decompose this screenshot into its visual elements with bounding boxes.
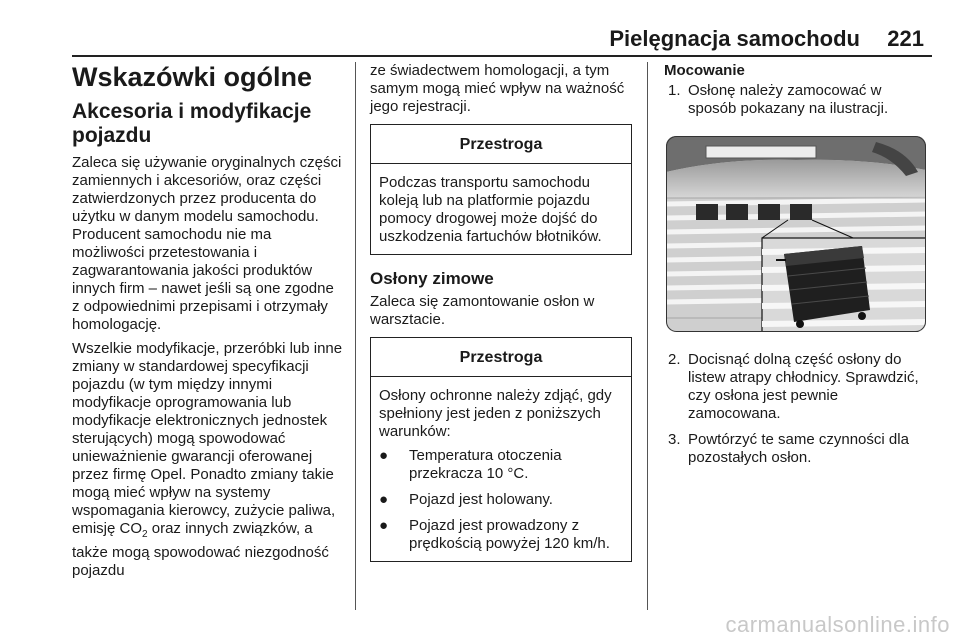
bullet-icon: ●: [379, 447, 389, 464]
grille-cover-illustration: [666, 136, 926, 332]
column-divider-2: [647, 62, 648, 610]
section-heading-winter-covers: Osłony zimowe: [370, 269, 494, 288]
list-item: 2. Docisnąć dolną część osłony do listew atrapy chłodnicy. Sprawdzić, czy osłona jest pewnie zamocowana.: [668, 351, 919, 422]
bullet-icon: ●: [379, 491, 389, 508]
step-list-2: [664, 351, 928, 467]
step-list-1: [664, 82, 928, 118]
warning-title: Przestroga: [371, 125, 631, 164]
header-rule: [72, 55, 932, 57]
paragraph-winter-covers: Zaleca się zamontowanie osłon w warsztacie.: [370, 293, 595, 328]
warning-text: Podczas transportu samochodu koleją lub na platformie pojazdu pomocy drogowej może dojść do uszkodzenia fartuchów błotników.: [379, 174, 602, 245]
paragraph-continued: ze świadectwem homologacji, a tym samym mogą mieć wpływ na ważność jego rejestracji.: [370, 62, 625, 115]
list-item: 3. Powtórzyć te same czynności dla pozostałych osłon.: [668, 431, 909, 466]
subsection-heading: Akcesoria i modyfikacje pojazdu: [72, 100, 312, 147]
list-item: ● Pojazd jest holowany.: [379, 491, 553, 508]
section-heading: Wskazówki ogólne: [72, 62, 313, 92]
bullet-icon: ●: [379, 517, 389, 534]
warning-box-covers: [370, 337, 632, 562]
column-3: [664, 62, 928, 475]
list-item: ● Pojazd jest prowadzony z prędkością powyżej 120 km/h.: [379, 517, 610, 552]
warning-intro: Osłony ochronne należy zdjąć, gdy spełniony jest jeden z poniższych warunków:: [379, 387, 612, 440]
list-item: 1. Osłonę należy zamocować w sposób pokazany na ilustracji.: [668, 82, 889, 117]
warning-box-transport: [370, 124, 632, 255]
paragraph-accessories: Zaleca się używanie oryginalnych części zamiennych i akcesoriów, oraz części zatwierdzonych przez producenta do użytku w danym modelu samochodu. Producent samochodu nie ma możliwości przetestowania i zagwarantowania jakości produktów innych firm – nawet jeśli są one zgodne z odpowiednimi przepisami i otrzymały homologację.: [72, 154, 342, 333]
list-item: ● Temperatura otoczenia przekracza 10 °C.: [379, 447, 562, 482]
page-header-title: Pielęgnacja samochodu: [609, 26, 860, 51]
watermark-logo: carmanualsonline.info: [725, 612, 950, 637]
column-1: [72, 62, 344, 586]
page-number: 221: [887, 26, 924, 51]
column-divider-1: [355, 62, 356, 610]
warning-title: Przestroga: [371, 338, 631, 377]
mounting-heading: Mocowanie: [664, 62, 745, 79]
column-2: [370, 62, 632, 572]
paragraph-modifications: Wszelkie modyfikacje, przeróbki lub inne zmiany w standardowej specyfikacji pojazdu (w tym między innymi modyfikacje oprogramowania lub modyfikacje elektronicznych jednostek sterujących) mogą spowodować unieważnienie gwarancji oferowanej przez firmę Opel. Ponadto zmiany takie mogą mieć wpływ na systemy wspomagania kierowcy, zużycie paliwa, emisję $CO_2$ oraz innych związków, a także mogą spowodować niezgodność pojazdu: [72, 340, 343, 579]
condition-list: [379, 447, 623, 553]
